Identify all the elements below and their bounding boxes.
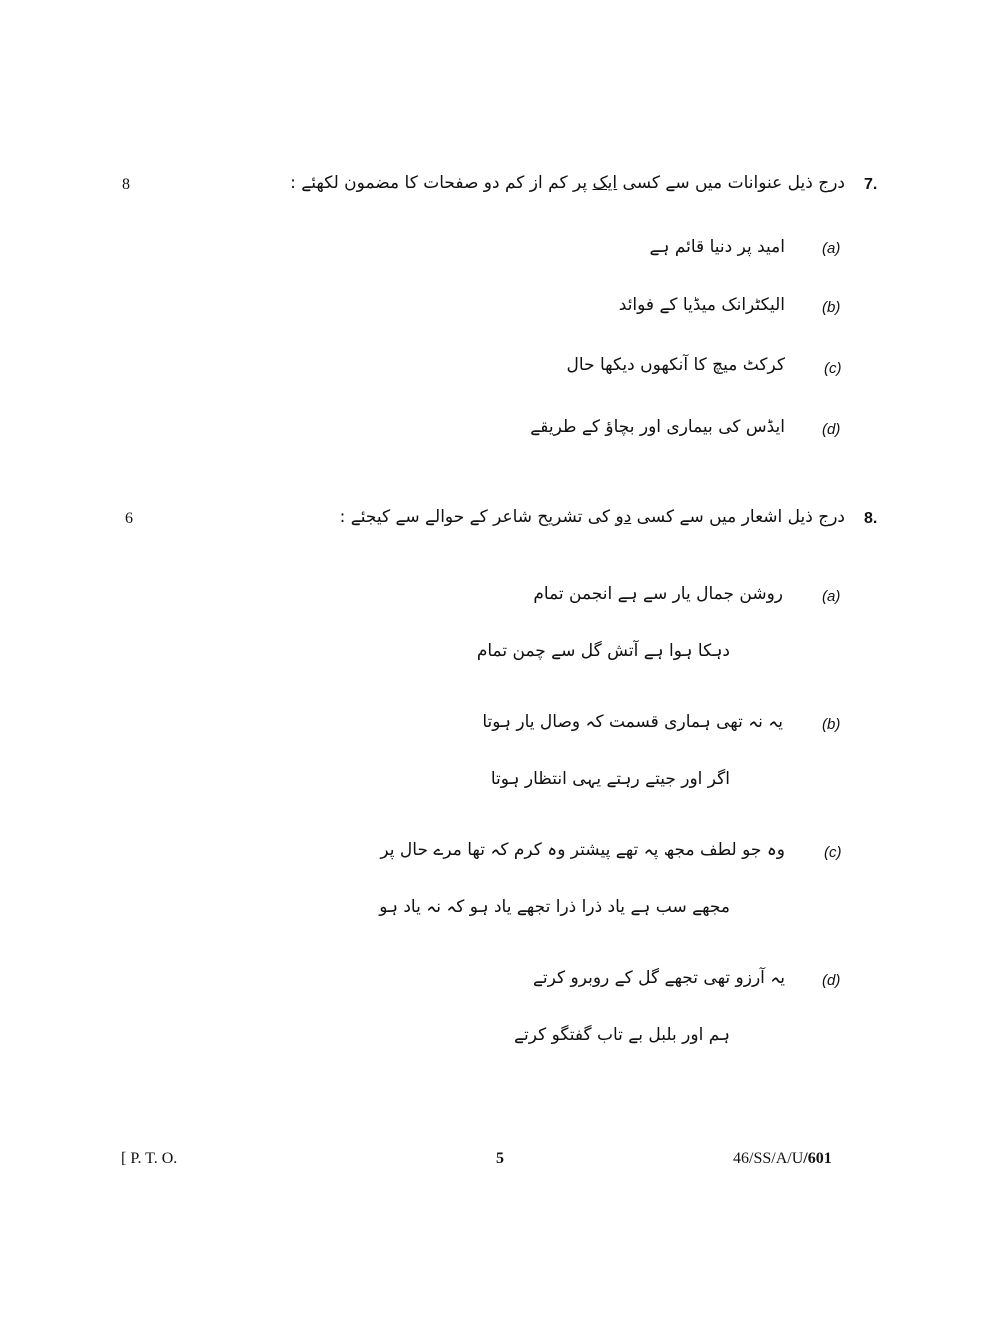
q8-prompt-emphasis: دو: [615, 507, 632, 527]
q8-option-d-line1: یہ آرزو تھی تجھے گل کے روبرو کرتے: [532, 968, 785, 988]
q7-option-d-text: ایڈس کی بیماری اور بچاؤ کے طریقے: [530, 417, 785, 437]
q8-option-c-label: (c): [824, 844, 842, 861]
q7-number: 7.: [864, 176, 878, 193]
paper-code-suffix: 601: [807, 1150, 832, 1167]
paper-code-separator: /: [803, 1150, 808, 1167]
q7-option-c-text: کرکٹ میچ کا آنکھوں دیکھا حال: [566, 355, 785, 375]
q8-option-a-line2: دہکا ہوا ہے آتش گل سے چمن تمام: [476, 641, 730, 661]
q8-prompt-before: درج ذیل اشعار میں سے کسی: [636, 507, 845, 527]
q8-prompt: [340, 506, 845, 527]
q7-option-d-label: (d): [822, 421, 841, 438]
q7-option-a-text: امید پر دنیا قائم ہے: [649, 237, 785, 257]
q8-option-b-line1: یہ نہ تھی ہماری قسمت کہ وصال یار ہوتا: [482, 712, 783, 732]
q8-option-c-line1: وہ جو لطف مجھ پہ تھے پیشتر وہ کرم کہ تھا مرے حال پر: [380, 840, 785, 860]
q7-option-b-text: الیکٹرانک میڈیا کے فوائد: [618, 295, 785, 315]
q8-option-a-line1: روشن جمال یار سے ہے انجمن تمام: [533, 584, 783, 604]
q8-option-a-label: (a): [822, 588, 841, 605]
q7-option-c-label: (c): [824, 360, 842, 377]
q7-prompt-before: درج ذیل عنوانات میں سے کسی: [622, 173, 845, 193]
q8-option-d-line2: ہم اور بلبل بے تاب گفتگو کرتے: [514, 1025, 730, 1045]
q7-prompt: [290, 172, 845, 193]
q7-marks: 8: [122, 176, 130, 193]
page-number: 5: [496, 1150, 504, 1167]
q8-option-c-line2: مجھے سب ہے یاد ذرا ذرا تجھے یاد ہو کہ نہ یاد ہو: [379, 897, 730, 917]
q7-prompt-after: پر کم از کم دو صفحات کا مضمون لکھئے :: [290, 173, 588, 193]
q8-prompt-after: کی تشریح شاعر کے حوالے سے کیجئے :: [339, 507, 611, 527]
q8-marks: 6: [125, 510, 133, 527]
paper-code: [733, 1150, 832, 1168]
q8-option-b-line2: اگر اور جیتے رہتے یہی انتظار ہوتا: [490, 769, 730, 789]
q7-option-b-label: (b): [822, 299, 841, 316]
q8-number: 8.: [864, 510, 878, 527]
q7-option-a-label: (a): [822, 240, 841, 257]
q7-prompt-emphasis: ایک: [592, 173, 618, 193]
q8-option-d-label: (d): [822, 972, 841, 989]
pto-note: [ P. T. O.: [121, 1150, 178, 1167]
q8-option-b-label: (b): [822, 716, 841, 733]
paper-code-prefix: 46/SS/A/U: [733, 1150, 804, 1167]
